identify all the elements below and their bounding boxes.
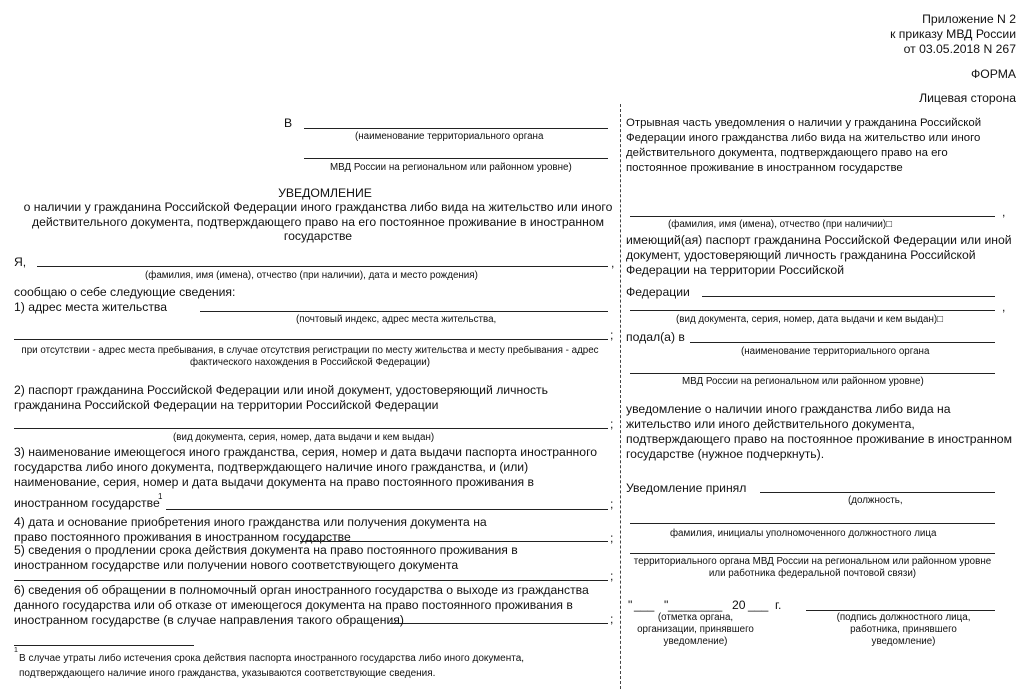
item1-caption: (почтовый индекс, адрес места жительства,	[296, 314, 497, 325]
tearoff-org-caption-2: МВД России на региональном или районном уровне)	[682, 376, 924, 387]
date-year-blank[interactable]: ___	[748, 598, 769, 612]
order-date: от 03.05.2018 N 267	[903, 42, 1016, 56]
tearoff-federation: Федерации	[626, 285, 690, 299]
form-label: ФОРМА	[970, 67, 1016, 81]
tearoff-doc-line-2[interactable]	[630, 310, 995, 311]
signature-caption: (подпись должностного лица, работника, принявшего уведомление)	[836, 612, 971, 647]
tearoff-org-caption: (наименование территориального органа	[741, 346, 930, 357]
side-label: Лицевая сторона	[919, 91, 1016, 105]
date-open-quote: "	[628, 598, 633, 612]
item5-text: 5) сведения о продлении срока действия документа на право постоянного проживания в иностранном государстве или получении нового соответствующего документа	[14, 543, 518, 572]
footnote-divider	[14, 645, 194, 646]
addressee-line[interactable]	[304, 128, 608, 129]
footnote-mark: 1	[158, 492, 163, 501]
item2-line[interactable]	[14, 428, 608, 429]
item3-line[interactable]	[166, 509, 608, 510]
addressee-label: В	[284, 116, 293, 130]
semicolon: ;	[610, 497, 614, 511]
tearoff-fio-line[interactable]	[630, 523, 995, 524]
semicolon: ;	[610, 531, 614, 545]
tearoff-doc-caption: (вид документа, серия, номер, дата выдачи и кем выдан)□	[676, 314, 944, 325]
item2-text: 2) паспорт гражданина Российской Федерации или иной документ, удостоверяющий личность гражданина Российской Федерации на территории Российской Федерации	[14, 383, 548, 412]
tear-off-line	[620, 104, 621, 689]
addressee-line-2[interactable]	[304, 158, 608, 159]
tearoff-passport-text: имеющий(ая) паспорт гражданина Российской Федерации или иной документ, удостоверяющий личность гражданина Российской Федерации на территории Российской	[626, 233, 1012, 277]
tearoff-filed-label: подал(а) в	[626, 330, 685, 344]
tearoff-position-caption: (должность,	[848, 495, 903, 506]
tearoff-doc-line[interactable]	[702, 296, 995, 297]
item3-tail: иностранном государстве	[14, 496, 160, 510]
item2-caption: (вид документа, серия, номер, дата выдачи и кем выдан)	[173, 432, 435, 443]
item6-text: 6) сведения об обращении в полномочный орган иностранного государства о выходе из гражданства данного государства или об отказе от имеющегося документа на право постоянного проживания в иностранном государстве (в случае направления такого обращения)	[14, 583, 589, 627]
item1-line[interactable]	[200, 311, 608, 312]
item6-line[interactable]	[390, 623, 608, 624]
semicolon: ;	[610, 612, 614, 626]
tearoff-name-caption: (фамилия, имя (имена), отчество (при наличии)□	[668, 219, 893, 230]
applicant-line[interactable]	[37, 266, 608, 267]
tearoff-territorial-caption: территориального органа МВД России на региональном или районном уровне или работника федеральной почтовой связи)	[633, 556, 992, 579]
notice-subtitle: о наличии у гражданина Российской Федерации иного гражданства либо вида на жительство или иного действительного документа, подтверждающего право на его постоянное проживание в иностранном государстве	[23, 200, 613, 243]
date-year-suffix: г.	[775, 598, 782, 612]
item4-line[interactable]	[300, 541, 608, 542]
tearoff-org-line-2[interactable]	[630, 373, 995, 374]
tearoff-title: Отрывная часть уведомления о наличии у гражданина Российской Федерации иного гражданства либо вида на жительство или иного действительного документа, подтверждающего право на его постоянное проживание в иностранном государстве	[626, 117, 982, 174]
item5-line[interactable]	[14, 580, 608, 581]
semicolon: ;	[610, 417, 614, 431]
semicolon: ;	[610, 328, 614, 342]
tearoff-fio-caption: фамилия, инициалы уполномоченного должностного лица	[670, 528, 937, 539]
addressee-caption-2: МВД России на региональном или районном уровне)	[330, 162, 572, 173]
item3-text: 3) наименование имеющегося иного гражданства, серия, номер и дата выдачи паспорта иностранного государства либо иного документа, подтверждающего наличие иного гражданства, и (или) наименование, серия, номер и дата выдачи документа на право постоянного проживания в	[14, 445, 598, 489]
comma: ,	[1002, 300, 1006, 314]
signature-line[interactable]	[806, 610, 995, 611]
date-month-blank[interactable]: ________	[668, 598, 723, 612]
item1-label: 1) адрес места жительства	[14, 300, 168, 314]
tearoff-notice-text: уведомление о наличии иного гражданства либо вида на жительство или иного действительного документа, подтверждающего право на постоянное проживание в иностранном государстве (нужное подчеркнуть).	[626, 402, 1012, 461]
item4-text: 4) дата и основание приобретения иного гражданства или получения документа на право постоянного проживания в иностранном государстве	[14, 515, 487, 544]
date-close-quote: "	[664, 598, 669, 612]
date-year-prefix: 20	[732, 598, 746, 612]
applicant-caption: (фамилия, имя (имена), отчество (при наличии), дата и место рождения)	[145, 270, 478, 281]
item1-line-2[interactable]	[14, 339, 608, 340]
report-text: сообщаю о себе следующие сведения:	[14, 285, 236, 299]
order-reference: к приказу МВД России	[890, 27, 1016, 41]
item1-caption-2: при отсутствии - адрес места пребывания, в случае отсутствия регистрации по месту жительства и месту пребывания - адрес фактического нахождения в Российской Федерации)	[21, 345, 599, 368]
footnote-mark: 1	[14, 647, 18, 654]
tearoff-name-line[interactable]	[630, 216, 995, 217]
comma: ,	[1002, 205, 1006, 219]
comma: ,	[611, 256, 615, 270]
tearoff-received-label: Уведомление принял	[626, 481, 747, 495]
tearoff-position-line[interactable]	[760, 492, 995, 493]
tearoff-org-line[interactable]	[690, 342, 995, 343]
tearoff-territorial-line[interactable]	[630, 553, 995, 554]
semicolon: ;	[610, 569, 614, 583]
footnote-text: В случае утраты либо истечения срока действия паспорта иностранного государства либо иного документа, подтверждающего наличие иного гражданства, указываются соответствующие сведения.	[19, 653, 525, 679]
i-label: Я,	[14, 255, 27, 269]
appendix-number: Приложение N 2	[922, 12, 1016, 26]
date-day-blank[interactable]: ___	[634, 598, 655, 612]
notice-title: УВЕДОМЛЕНИЕ	[278, 186, 372, 200]
addressee-caption: (наименование территориального органа	[355, 131, 544, 142]
mark-caption: (отметка органа, организации, принявшего уведомление)	[637, 612, 754, 647]
